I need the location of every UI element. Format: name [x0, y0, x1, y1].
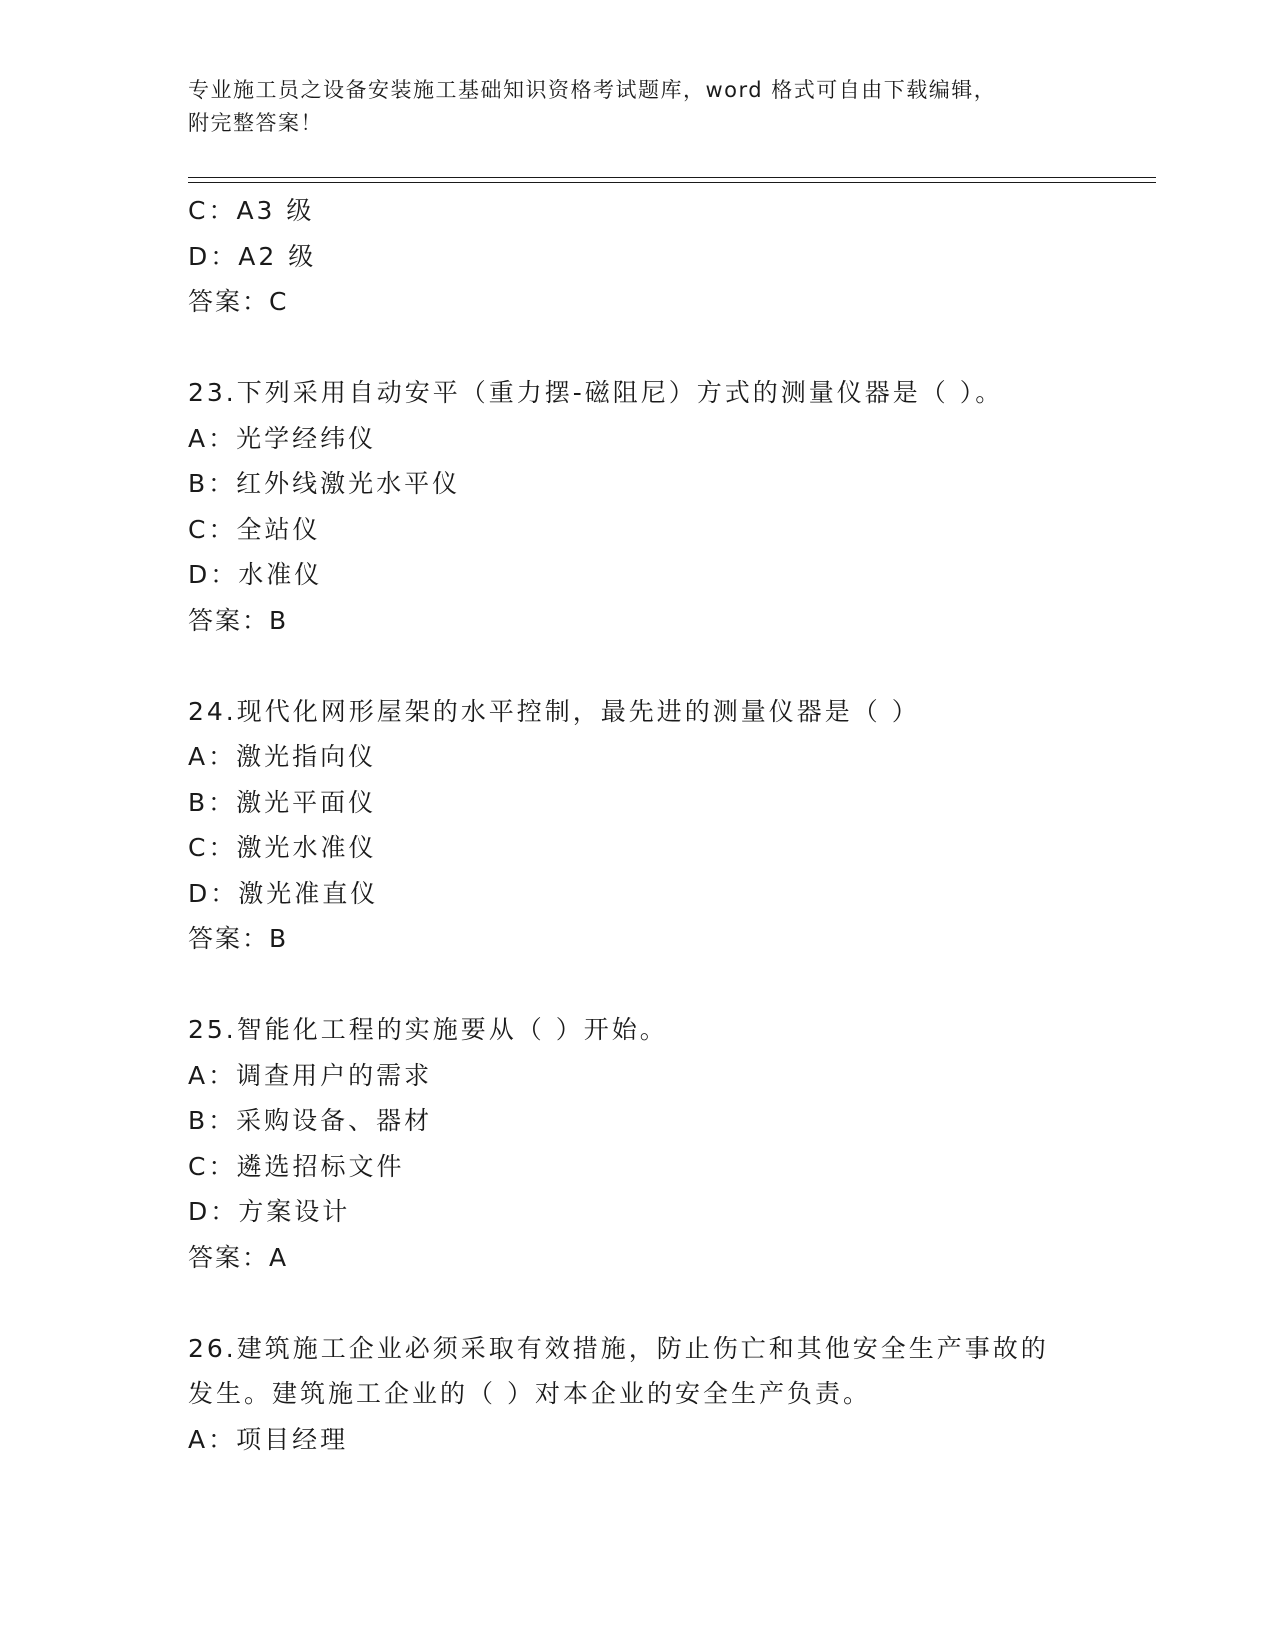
question-26-line-1: 26.建筑施工企业必须采取有效措施，防止伤亡和其他安全生产事故的 — [188, 1333, 1049, 1363]
option-c: C：激光水准仪 — [188, 833, 377, 862]
spacer — [188, 1280, 1088, 1326]
option-c: C：全站仪 — [188, 514, 321, 544]
option-d: D：方案设计 — [188, 1197, 351, 1226]
question-24: 24.现代化网形屋架的水平控制，最先进的测量仪器是（ ） — [188, 696, 920, 726]
option-a: A：激光指向仪 — [188, 742, 377, 771]
option-c: C：A3 级 — [188, 196, 315, 225]
header-rule-top — [188, 177, 1156, 178]
question-26-line-2: 发生。建筑施工企业的（ ）对本企业的安全生产负责。 — [188, 1379, 871, 1408]
option-a: A：调查用户的需求 — [188, 1060, 433, 1090]
question-25: 25.智能化工程的实施要从（ ）开始。 — [188, 1015, 668, 1044]
answer: 答案：B — [188, 605, 289, 635]
question-23: 23.下列采用自动安平（重力摆-磁阻尼）方式的测量仪器是（ ）。 — [188, 378, 1004, 407]
option-d: D：A2 级 — [188, 241, 317, 271]
answer: 答案：C — [188, 287, 289, 316]
header-line-1: 专业施工员之设备安装施工基础知识资格考试题库，word 格式可自由下载编辑， — [188, 78, 997, 102]
question-list — [188, 188, 1088, 1462]
option-d: D：水准仪 — [188, 560, 323, 589]
spacer — [188, 643, 1088, 689]
header-rule-bottom — [188, 182, 1156, 183]
option-b: B：红外线激光水平仪 — [188, 469, 461, 498]
spacer — [188, 325, 1088, 371]
option-d: D：激光准直仪 — [188, 878, 379, 908]
spacer — [188, 962, 1088, 1008]
answer: 答案：A — [188, 1242, 289, 1272]
header-line-2: 附完整答案！ — [188, 111, 323, 135]
option-a: A：项目经理 — [188, 1424, 349, 1454]
document-header — [188, 74, 1088, 140]
option-b: B：激光平面仪 — [188, 787, 377, 817]
answer: 答案：B — [188, 924, 289, 953]
option-a: A：光学经纬仪 — [188, 423, 377, 453]
option-b: B：采购设备、器材 — [188, 1106, 433, 1135]
option-c: C：遴选招标文件 — [188, 1151, 405, 1181]
